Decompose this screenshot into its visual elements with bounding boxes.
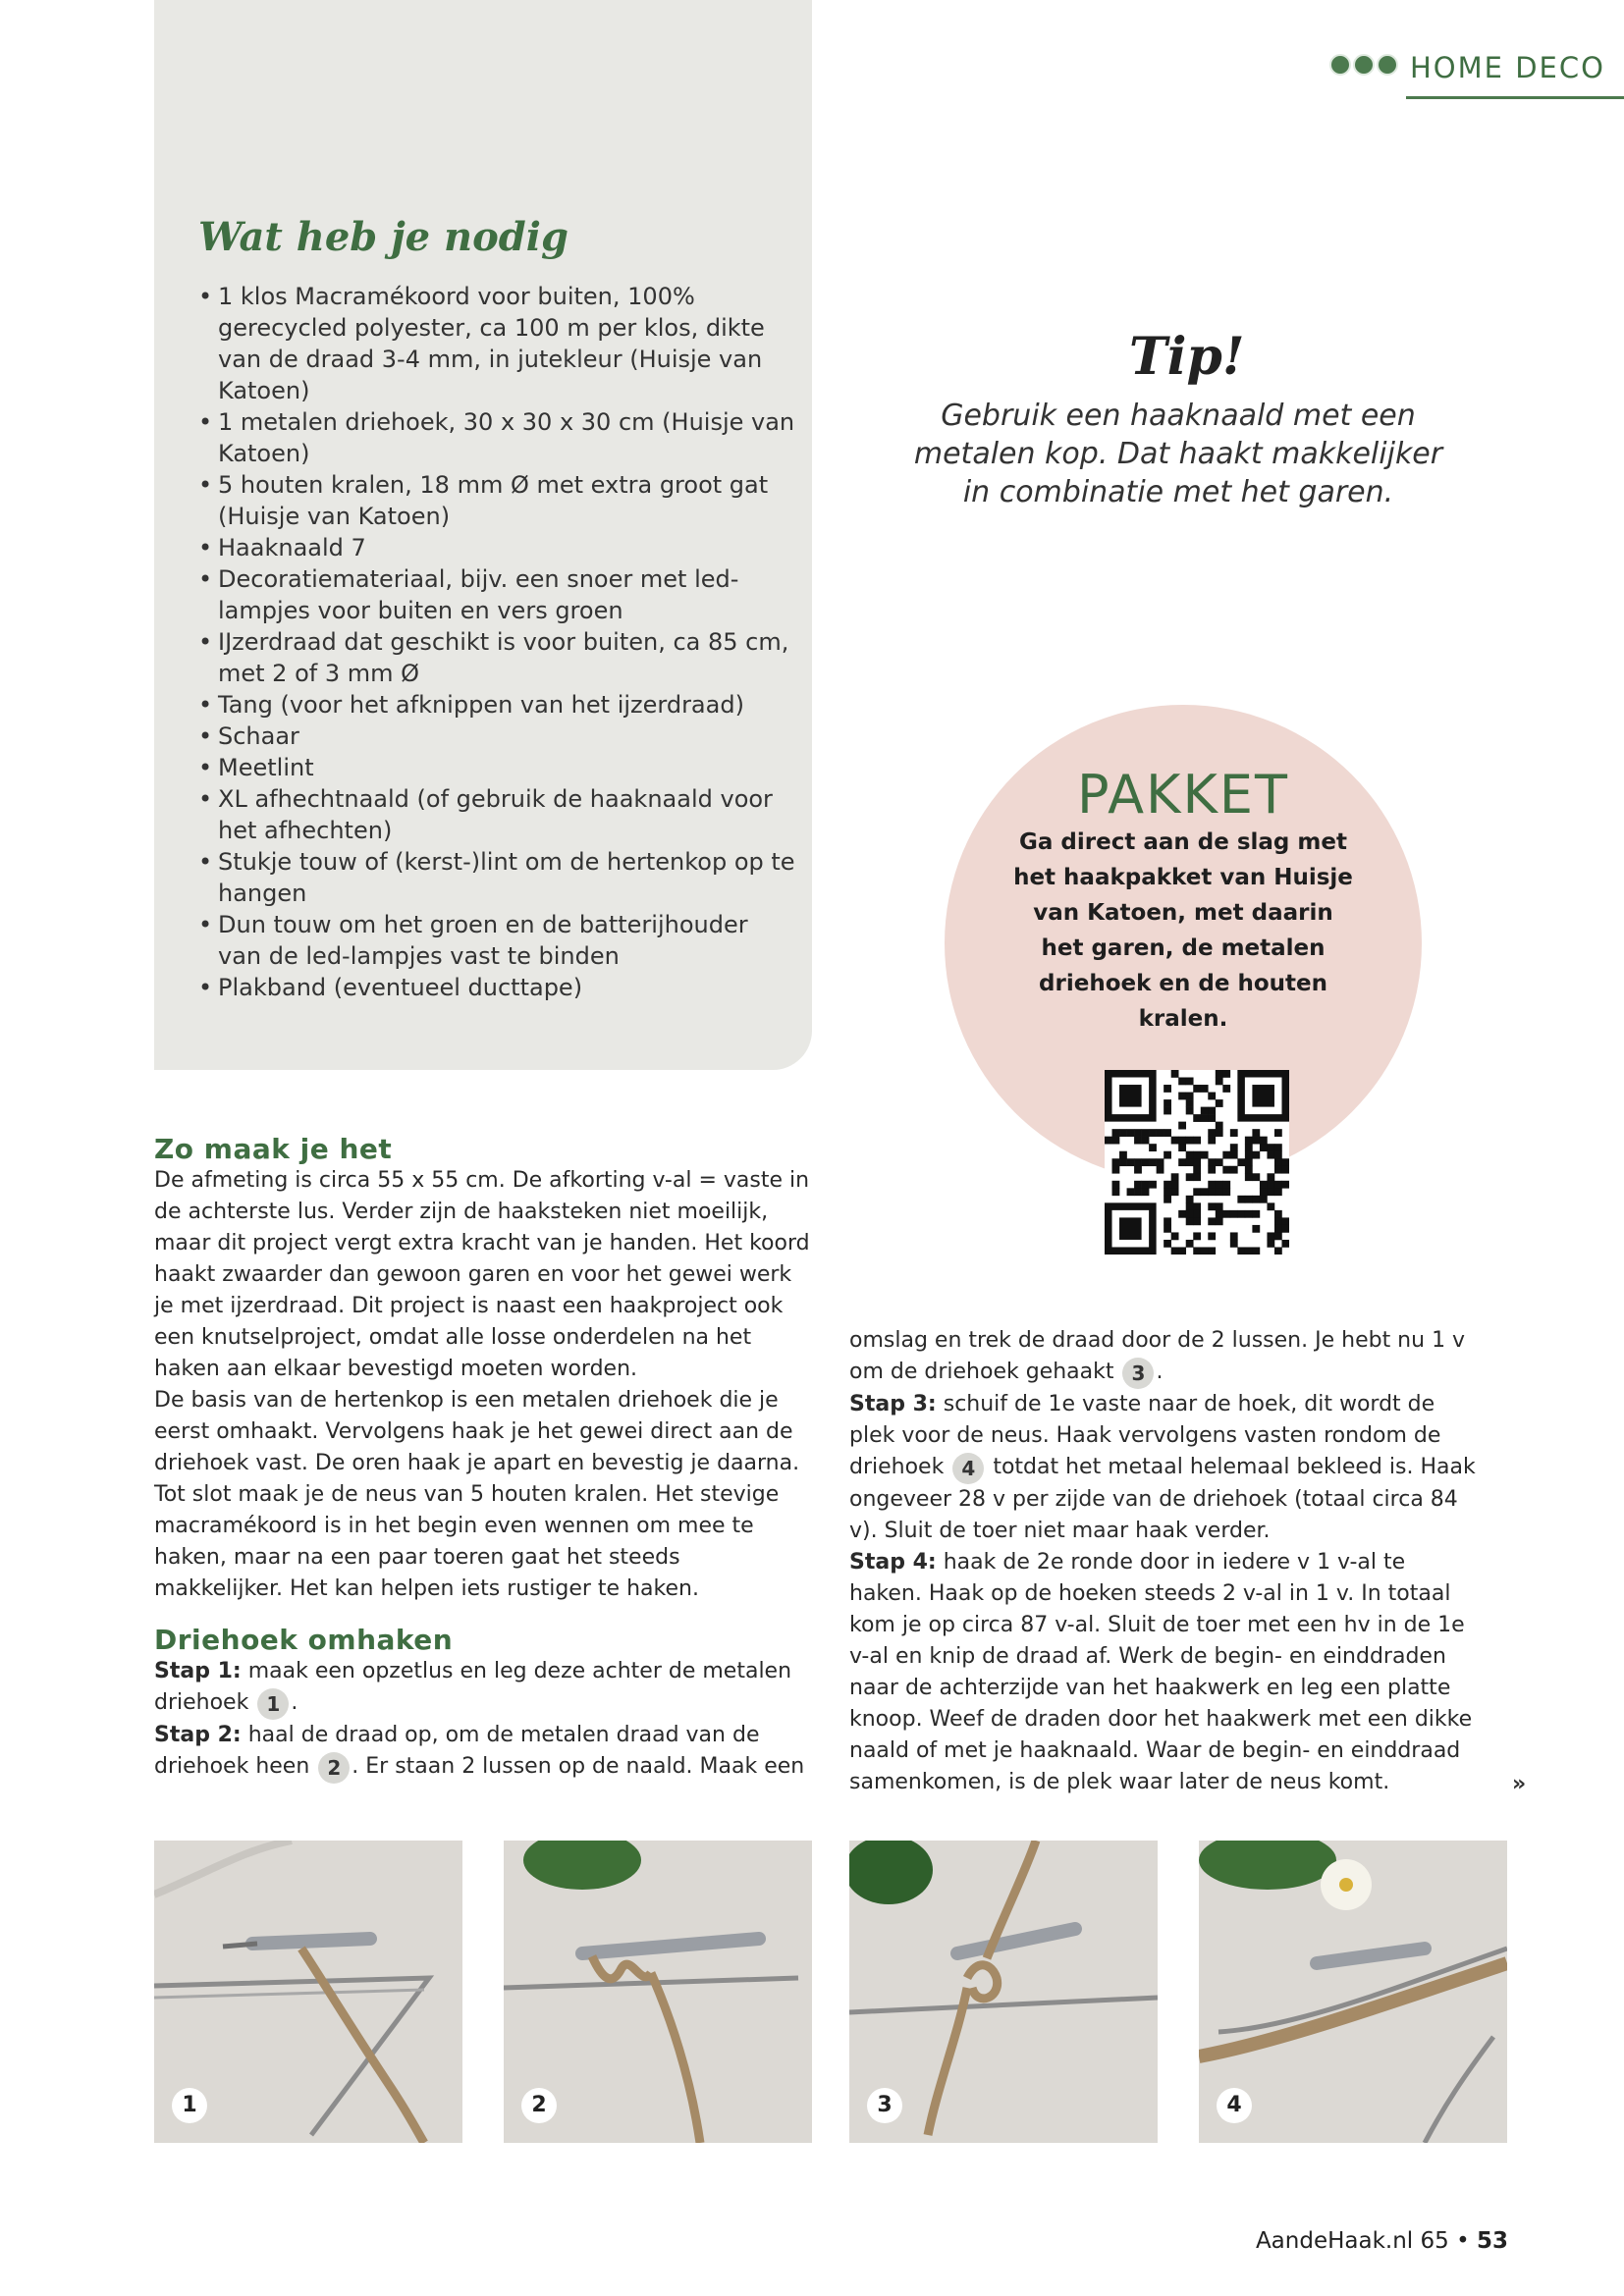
list-item: • Plakband (eventueel ducttape) — [198, 972, 797, 1003]
sub-heading: Driehoek omhaken — [154, 1624, 454, 1656]
step-1: Stap 1: maak een opzetlus en leg deze achter de metalen driehoek 1 . — [154, 1656, 812, 1720]
page-footer — [1256, 2228, 1508, 2254]
list-item: • 1 klos Macramékoord voor buiten, 100% gerecycled polyester, ca 100 m per klos, dikte van de draad 3-4 mm, in jutekleur (Huisje van Katoen) — [198, 281, 797, 406]
step-ref-badge: 3 — [1122, 1358, 1154, 1389]
step-2-continued: omslag en trek de draad door de 2 lussen. Je hebt nu 1 v om de driehoek gehaakt 3 . — [849, 1325, 1478, 1389]
list-item: • Schaar — [198, 721, 797, 752]
step-4: Stap 4: haak de 2e ronde door in iedere v 1 v-al te haken. Haak op de hoeken steeds 2 v-al in 1 v. In totaal kom je op circa 87 v-al. Sluit de toer met een hv in de 1e v-al en knip de draad af. Werk de begin- en einddraden naar de achterzijde van het haakwerk en leg een platte knoop. Weef de draden door het haakwerk met een dikke naald of met je haaknaald. Waar de begin- en einddraad samenkomen, is de plek waar later de neus komt. — [849, 1550, 1473, 1794]
page-number: 53 — [1476, 2228, 1508, 2254]
photo-number-badge: 1 — [172, 2088, 207, 2123]
photo-number-badge: 4 — [1217, 2088, 1252, 2123]
section-heading: Zo maak je het — [154, 1133, 393, 1165]
step-ref-badge: 1 — [257, 1688, 289, 1720]
step-photo-3 — [849, 1841, 1158, 2143]
step-photo-4 — [1199, 1841, 1507, 2143]
header-divider — [1406, 96, 1624, 99]
step-3: Stap 3: schuif de 1e vaste naar de hoek, dit wordt de plek voor de neus. Haak vervolgens vasten rondom de driehoek 4 totdat het metaal helemaal bekleed is. Haak ongeveer 28 v per zijde van de driehoek (totaal circa 84 v). Sluit de toer niet maar haak verder. — [849, 1392, 1476, 1543]
footer-separator: • — [1456, 2228, 1470, 2254]
intro-paragraph: De basis van de hertenkop is een metalen driehoek die je eerst omhaakt. Vervolgens haak je het gewei direct aan de driehoek vast. De oren haak je apart en bevestig je daarna. Tot slot maak je de neus van 5 houten kralen. Het stevige macramékoord is in het begin even wennen om mee te haken, maar na een paar toeren gaat het steeds makkelijker. Het kan helpen iets rustiger te haken. — [154, 1388, 800, 1601]
list-item: • Stukje touw of (kerst-)lint om de hertenkop op te hangen — [198, 846, 797, 909]
list-item: • XL afhechtnaald (of gebruik de haaknaald voor het afhechten) — [198, 783, 797, 846]
instructions-left-column — [154, 1134, 812, 1784]
tip-text: Gebruik een haaknaald met een metalen kop. Dat haakt makkelijker in combinatie met het garen. — [913, 399, 1443, 509]
step-ref-badge: 4 — [952, 1453, 984, 1484]
pakket-text: Ga direct aan de slag met het haakpakket van Huisje van Katoen, met daarin het garen, de metalen driehoek en de houten kralen. — [1013, 829, 1353, 1032]
list-item: • Decoratiemateriaal, bijv. een snoer met led-lampjes voor buiten en vers groen — [198, 563, 797, 626]
step-ref-badge: 2 — [318, 1752, 350, 1784]
list-item: • Dun touw om het groen en de batterijhouder van de led-lampjes vast te binden — [198, 909, 797, 972]
continue-arrow: » — [1512, 1772, 1527, 1796]
instructions-right-column — [849, 1325, 1478, 1798]
tip-title: Tip! — [1129, 327, 1245, 387]
list-item: • IJzerdraad dat geschikt is voor buiten, ca 85 cm, met 2 of 3 mm Ø — [198, 626, 797, 689]
step-photo-2 — [504, 1841, 812, 2143]
step-2: Stap 2: haal de draad op, om de metalen draad van de driehoek heen 2 . Er staan 2 lussen op de naald. Maak een — [154, 1720, 812, 1784]
photo-number-badge: 3 — [867, 2088, 902, 2123]
intro-paragraph: De afmeting is circa 55 x 55 cm. De afkorting v-al = vaste in de achterste lus. Verder zijn de haaksteken niet moeilijk, maar dit project vergt extra kracht van je handen. Het koord haakt zwaarder dan gewoon garen en voor het gewei werk je met ijzerdraad. Dit project is naast een haakproject ook een knutselproject, omdat alle losse onderdelen na het haken aan elkaar bevestigd moeten worden. — [154, 1168, 810, 1381]
list-item: • Meetlint — [198, 752, 797, 783]
list-item: • Tang (voor het afknippen van het ijzerdraad) — [198, 689, 797, 721]
list-item: • Haaknaald 7 — [198, 532, 797, 563]
step-photo-1 — [154, 1841, 462, 2143]
materials-title: Wat heb je nodig — [198, 214, 568, 260]
materials-panel — [154, 0, 812, 1070]
yarn-balls-logo — [1329, 54, 1398, 76]
qr-code[interactable] — [1105, 1070, 1289, 1255]
materials-list — [198, 281, 797, 1003]
section-title: HOME DECO — [1410, 51, 1605, 84]
photo-number-badge: 2 — [521, 2088, 557, 2123]
pakket-title: PAKKET — [1077, 764, 1289, 826]
list-item: • 5 houten kralen, 18 mm Ø met extra groot gat (Huisje van Katoen) — [198, 469, 797, 532]
section-header — [1329, 39, 1624, 100]
list-item: • 1 metalen driehoek, 30 x 30 x 30 cm (Huisje van Katoen) — [198, 406, 797, 469]
magazine-name: AandeHaak.nl 65 — [1255, 2228, 1449, 2254]
